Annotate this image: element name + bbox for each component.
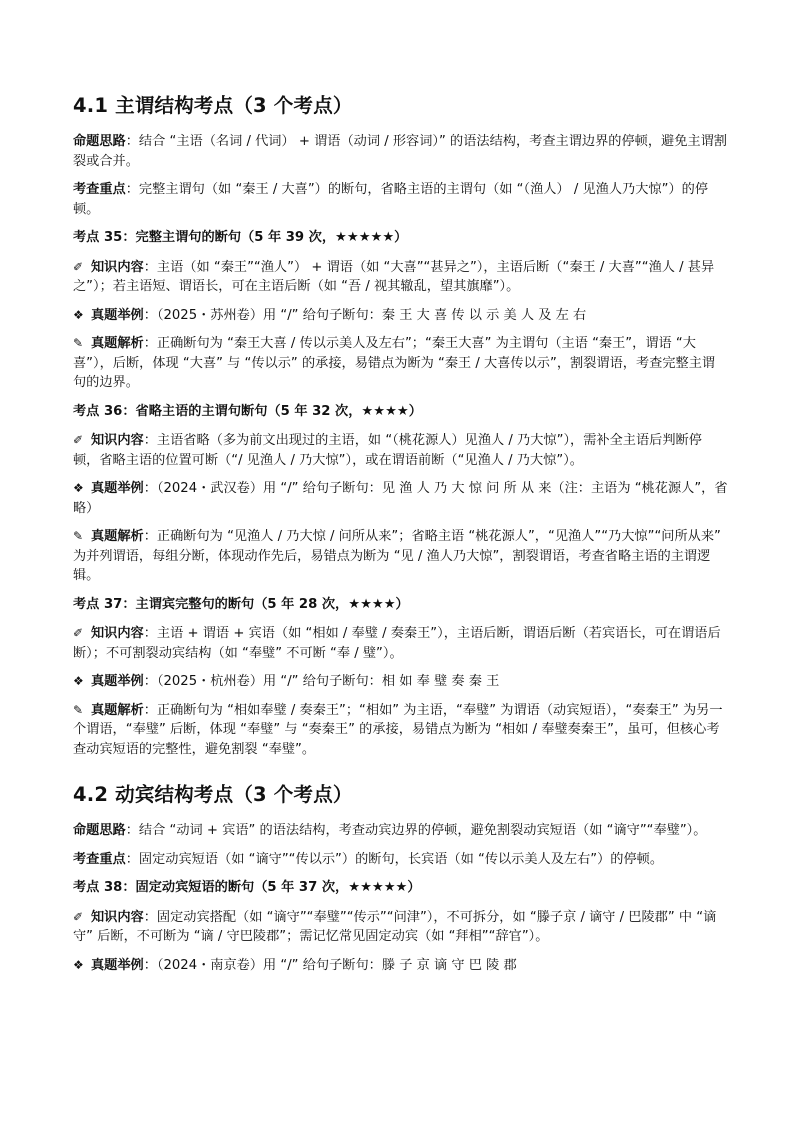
zhenti-paragraph [73,672,728,692]
kaocha-paragraph [73,180,728,219]
zhenti-label: 真题举例 [91,481,144,496]
jiexi-label: 真题解析 [91,336,144,351]
zhishi-paragraph [73,908,728,947]
zhishi-text: ：主语（如 “秦王”“渔人”） + 谓语（如 “大喜”“甚异之”），主语后断（“秦王 / 大喜”“渔人 / 甚异之”）；若主语短、谓语长，可在主语后断（如 “吾 / 视其辙乱，望其旗靡”）。 [73,259,715,294]
diamond-bullet-icon: ❖ [73,957,84,972]
point-title: 考点 36：省略主语的主谓句断句（5 年 32 次，★★★★） [73,403,422,419]
diamond-bullet-icon: ❖ [73,481,84,495]
jiexi-paragraph [73,527,728,586]
jiexi-label: 真题解析 [91,529,144,544]
jiexi-text: ：正确断句为 “见渔人 / 乃大惊 / 问所从来”；省略主语 “桃花源人”，“见渔人”“乃大惊”“问所从来” 为并列谓语，每组分断，体现动作先后，易错点为断为 “见 / 渔人乃大惊”，割裂谓语，考查省略主语的主谓逻辑。 [73,529,721,583]
mingti-label: 命题思路 [73,134,126,149]
pen-icon: ✎ [73,702,84,717]
mingti-label: 命题思路 [73,823,126,838]
zhishi-paragraph [73,431,728,470]
jiexi-label: 真题解析 [91,702,144,718]
pencil-icon: ✐ [73,433,84,447]
jiexi-paragraph [73,701,728,760]
jiexi-text: ：正确断句为 “相如奉璧 / 奏秦王”；“相如” 为主语，“奉璧” 为谓语（动宾短语），“奏秦王” 为另一个谓语，“奉璧” 后断，体现 “奉璧” 与 “奏秦王” 的承接，易错点为断为 “相如 / 奉璧奏秦王”，虽可，但核心考查动宾短语的完整性，避免割裂 “奉璧”。 [73,702,723,757]
mingti-text: ：结合 “主语（名词 / 代词） + 谓语（动词 / 形容词）” 的语法结构，考查主谓边界的停顿，避免主谓割裂或合并。 [73,134,727,169]
kaocha-text: ：完整主谓句（如 “秦王 / 大喜”）的断句，省略主语的主谓句（如 “（渔人） / 见渔人乃大惊”）的停顿。 [73,182,709,217]
mingti-paragraph [73,821,728,841]
jiexi-paragraph [73,334,728,393]
pen-icon: ✎ [73,336,84,350]
zhenti-label: 真题举例 [91,674,144,689]
mingti-paragraph [73,132,728,171]
diamond-bullet-icon: ❖ [73,307,84,322]
zhenti-text: ：（2024・南京卷）用 “/” 给句子断句：滕 子 京 谪 守 巴 陵 郡 [143,957,517,973]
zhenti-text: ：（2025・苏州卷）用 “/” 给句子断句：秦 王 大 喜 传 以 示 美 人 及 左 右 [143,307,587,323]
zhenti-text: ：（2025・杭州卷）用 “/” 给句子断句：相 如 奉 璧 奏 秦 王 [143,674,500,689]
zhishi-label: 知识内容 [91,433,144,448]
zhishi-text: ：主语 + 谓语 + 宾语（如 “相如 / 奉璧 / 奏秦王”），主语后断，谓语后断（若宾语长，可在谓语后断）；不可割裂动宾结构（如 “奉璧” 不可断 “奉 / 璧”）。 [73,626,721,661]
section-title: 4.2 动宾结构考点（3 个考点） [73,783,353,806]
pencil-icon: ✐ [73,626,84,640]
zhishi-label: 知识内容 [91,626,144,641]
zhishi-label: 知识内容 [91,259,144,275]
zhishi-paragraph [73,258,728,297]
point-title: 考点 35：完整主谓句的断句（5 年 39 次，★★★★★） [73,230,408,245]
kaocha-label: 考查重点 [73,182,126,197]
zhenti-paragraph [73,306,728,326]
point-title: 考点 38：固定动宾短语的断句（5 年 37 次，★★★★★） [73,880,421,895]
zhenti-label: 真题举例 [91,957,144,973]
zhishi-text: ：主语省略（多为前文出现过的主语，如 “（桃花源人）见渔人 / 乃大惊”），需补全主语后判断停顿，省略主语的位置可断（“/ 见渔人 / 乃大惊”），或在谓语前断（“见渔人 / 乃大惊”）。 [73,433,702,468]
pen-icon: ✎ [73,529,84,543]
mingti-text: ：结合 “动词 + 宾语” 的语法结构，考查动宾边界的停顿，避免割裂动宾短语（如 “谪守”“奉璧”）。 [125,823,707,838]
kaocha-text: ：固定动宾短语（如 “谪守”“传以示”）的断句，长宾语（如 “传以示美人及左右”）的停顿。 [125,851,664,867]
pencil-icon: ✐ [73,259,84,274]
zhishi-label: 知识内容 [91,909,144,925]
jiexi-text: ：正确断句为 “秦王大喜 / 传以示美人及左右”；“秦王大喜” 为主谓句（主语 “秦王”，谓语 “大喜”），后断，体现 “大喜” 与 “传以示” 的承接，易错点为断为 “秦王 / 大喜传以示”，割裂谓语，考查完整主谓句的边界。 [73,336,716,390]
pencil-icon: ✐ [73,909,84,924]
zhishi-paragraph [73,624,728,663]
zhenti-paragraph [73,479,728,518]
zhishi-text: ：固定动宾搭配（如 “谪守”“奉璧”“传示”“问津”），不可拆分，如 “滕子京 / 谪守 / 巴陵郡” 中 “谪守” 后断，不可断为 “谪 / 守巴陵郡”；需记忆常见固定动宾（如 “拜相”“辞官”）。 [73,909,717,944]
kaocha-paragraph [73,850,728,870]
zhenti-label: 真题举例 [91,307,144,323]
point-title: 考点 37：主谓宾完整句的断句（5 年 28 次，★★★★） [73,596,409,612]
zhenti-text: ：（2024・武汉卷）用 “/” 给句子断句：见 渔 人 乃 大 惊 问 所 从 来（注：主语为 “桃花源人”，省略） [73,481,728,516]
diamond-bullet-icon: ❖ [73,674,84,688]
section-title: 4.1 主谓结构考点（3 个考点） [73,94,353,117]
kaocha-label: 考查重点 [73,851,126,867]
zhenti-paragraph [73,956,728,976]
